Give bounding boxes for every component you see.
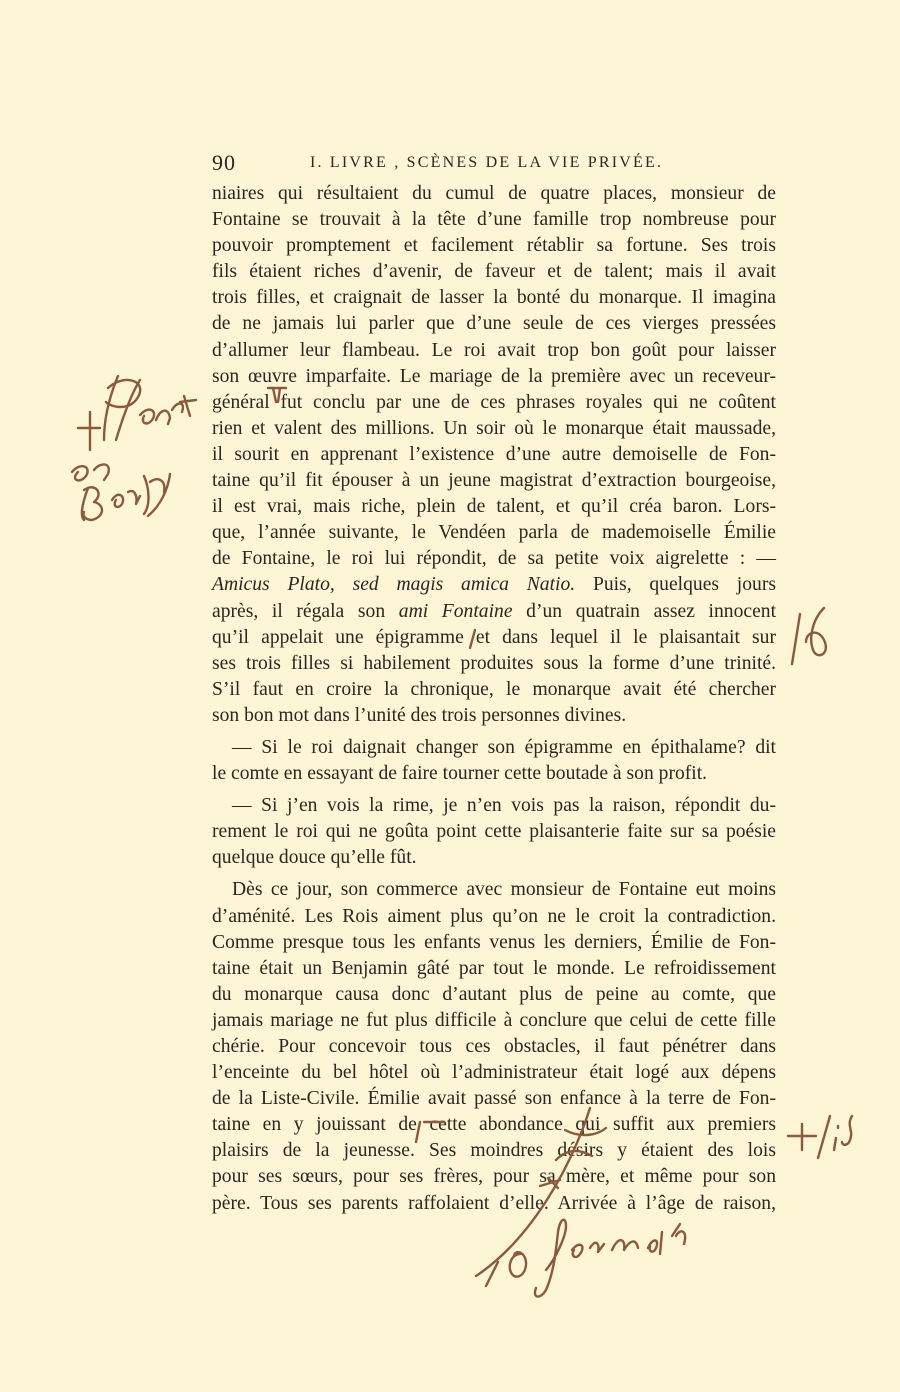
text-line: taine en y jouissant de cette abondance qui suffit aux premiers [212, 1114, 776, 1136]
text-line: d’allumer leur flambeau. Le roi avait trop bon goût pour laisser [212, 339, 776, 361]
text-line: de Fontaine, le roi lui répondit, de sa petite voix aigrelette : — [212, 548, 776, 570]
text-line: rement le roi qui ne goûta point cette plaisanterie faite sur sa poésie [212, 821, 776, 843]
text-line: son œuvre imparfaite. Le mariage de la première avec un receveur- [212, 365, 776, 387]
text-line: qu’il appelait une épigramme et dans lequel il le plaisantait sur [212, 626, 776, 648]
running-title: I. LIVRE , SCÈNES DE LA VIE PRIVÉE. [310, 154, 664, 171]
text-line: taine était un Benjamin gâté par tout le monde. Le refroidissement [212, 957, 776, 979]
body-text [212, 181, 776, 1217]
text-fragment: d’un quatrain assez innocent [512, 600, 777, 622]
text-line: de ne jamais lui parler que d’une seule de ces vierges pressées [212, 313, 776, 335]
text-line: Fontaine se trouvait à la tête d’une famille trop nombreuse pour [212, 209, 776, 231]
text-fragment: Puis, quelques jours [575, 574, 776, 596]
text-line: Comme presque tous les enfants venus les derniers, Émilie de Fon- [212, 931, 776, 953]
text-line: rien et valent des millions. Un soir où le monarque était maussade, [212, 417, 776, 439]
margin-note-planat-de-baudry [72, 376, 196, 520]
paragraph-start: Dès ce jour, son commerce avec monsieur de Fontaine eut moins [232, 879, 776, 901]
text-line [212, 599, 776, 625]
text-line: quelque douce qu’elle fût. [212, 847, 417, 869]
text-line: jamais mariage ne fut plus difficile à conclure que celui de cette fille [212, 1009, 776, 1031]
latin-quote: Amicus Plato, sed magis amica Natio. [212, 574, 576, 596]
text-line: d’aménité. Les Rois aiment plus qu’on ne le croit la contradiction. [212, 905, 776, 927]
text-line: il sourit en apprenant l’existence d’une autre demoiselle de Fon- [212, 443, 776, 465]
text-line: son bon mot dans l’unité des trois personnes divines. [212, 704, 627, 726]
text-line: de la Liste-Civile. Émilie avait passé son enfance à la terre de Fon- [212, 1088, 776, 1110]
text-line: taine qu’il fit épouser à un jeune magistrat d’extraction bourgeoise, [212, 470, 776, 492]
text-line: que, l’année suivante, le Vendéen parla de mademoiselle Émilie [212, 522, 776, 544]
dialogue-line: — Si j’en vois la rime, je n’en vois pas la raison, répondit du- [232, 795, 776, 817]
text-line: niaires qui résultaient du cumul de quatre places, monsieur de [212, 183, 776, 204]
text-line: S’il faut en croire la chronique, le monarque avait été chercher [212, 678, 776, 700]
text-line: du monarque causa donc d’autant plus de peine au comte, que [212, 983, 776, 1005]
text-line: pouvoir promptement et facilement rétablir sa fortune. Ses trois [212, 235, 776, 257]
text-fragment: après, il régala son [212, 600, 399, 622]
text-line: fils étaient riches d’avenir, de faveur et de talent; mais il avait [212, 261, 776, 283]
bottom-note-souhaits [486, 1220, 685, 1297]
margin-note-right-2 [788, 1116, 852, 1158]
text-line: l’enceinte du bel hôtel où l’administrateur était logé aux dépens [212, 1062, 776, 1084]
text-line: il est vrai, mais riche, plein de talent, et qu’il créa baron. Lors- [212, 496, 776, 518]
italic-phrase: ami Fontaine [398, 600, 513, 622]
page-number: 90 [212, 150, 236, 175]
text-line: père. Tous ses parents raffolaient d’elle. Arrivée à l’âge de raison, [212, 1192, 776, 1214]
text-line: trois filles, et craignait de lasser la bonté du monarque. Il imagina [212, 287, 776, 309]
margin-note-right-1 [792, 608, 826, 664]
text-line-latin-quote [212, 572, 776, 598]
text-line: général fut conclu par une de ces phrases royales qui ne coûtent [212, 391, 776, 413]
text-line: ses trois filles si habilement produites sous la forme d’une trinité. [212, 652, 776, 674]
text-line: plaisirs de la jeunesse. Ses moindres désirs y étaient des lois [212, 1140, 776, 1162]
text-line: pour ses sœurs, pour ses frères, pour sa mère, et même pour son [212, 1166, 776, 1188]
text-line: le comte en essayant de faire tourner cette boutade à son profit. [212, 763, 708, 785]
dialogue-line: — Si le roi daignait changer son épigramme en épithalame? dit [232, 736, 776, 758]
page-header [212, 150, 782, 178]
text-line: chérie. Pour concevoir tous ces obstacles, il faut pénétrer dans [212, 1036, 776, 1057]
